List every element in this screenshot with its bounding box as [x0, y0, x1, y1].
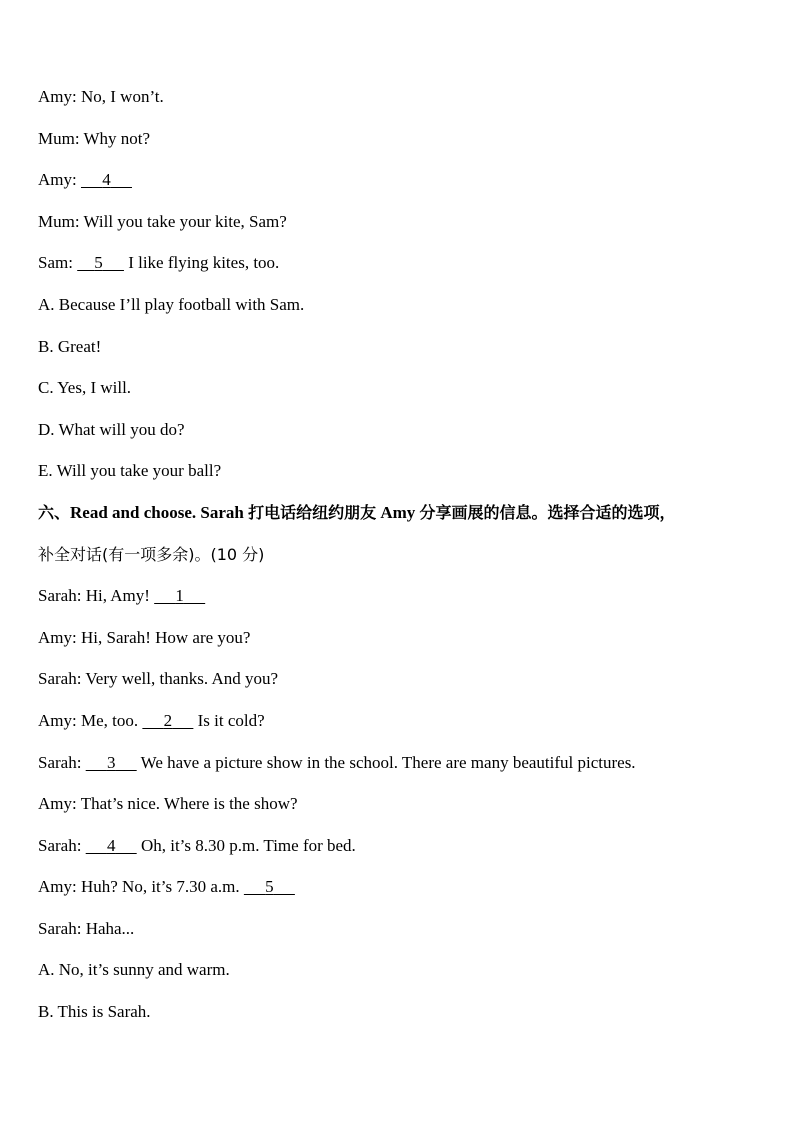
dialogue-line: [38, 86, 768, 128]
blank-number: 2: [163, 710, 173, 730]
dialogue-line: [38, 668, 768, 710]
blank-number: 5: [94, 253, 103, 273]
blank-number: 4: [102, 170, 111, 190]
answer-blank: [86, 752, 137, 774]
blank-number: 5: [265, 877, 274, 897]
blank-number: 3: [106, 752, 116, 772]
dialogue-text: Haha...: [85, 918, 135, 938]
speaker: Amy:: [38, 794, 77, 814]
answer-blank: [77, 252, 124, 274]
instruction-en: Amy: [380, 502, 416, 522]
answer-blank: [81, 169, 132, 191]
speaker: Amy:: [38, 877, 77, 897]
dialogue-line: [38, 627, 768, 669]
dialogue-text: Hi, Sarah! How are you?: [80, 627, 251, 647]
dialogue-text: Why not?: [83, 128, 151, 148]
option-item: B. This is Sarah.: [38, 1002, 151, 1022]
dialogue-text: No, I won’t.: [80, 87, 164, 106]
blank-number: 4: [106, 835, 116, 855]
option-item: A. No, it’s sunny and warm.: [38, 960, 230, 980]
speaker: Amy:: [38, 170, 77, 190]
instruction-cn: 补全对话(有一项多余)。(10 分): [38, 544, 265, 564]
speaker: Amy:: [38, 710, 77, 730]
dialogue-text: Huh? No, it’s 7.30 a.m.: [80, 877, 240, 897]
speaker: Amy:: [38, 87, 77, 106]
instruction-cn: 打电话给纽约朋友: [248, 502, 377, 522]
instruction-en: Read and choose. Sarah: [70, 502, 244, 522]
answer-blank: [142, 710, 193, 732]
dialogue-text: Is it cold?: [197, 710, 265, 730]
speaker: Sarah:: [38, 669, 82, 689]
dialogue-line: [38, 835, 768, 877]
blank-number: 1: [175, 586, 184, 606]
dialogue-text: I like flying kites, too.: [128, 253, 280, 273]
dialogue-line: [38, 169, 768, 211]
speaker: Sarah:: [38, 586, 82, 606]
dialogue-text: That’s nice. Where is the show?: [80, 794, 298, 814]
speaker: Amy:: [38, 627, 77, 647]
dialogue-text: Will you take your kite, Sam?: [83, 211, 287, 231]
dialogue-text: Me, too.: [80, 710, 139, 730]
dialogue-text: We have a picture show in the school. There are many beautiful pictures.: [140, 752, 636, 772]
speaker: Sarah:: [38, 752, 82, 772]
option-item: E. Will you take your ball?: [38, 461, 222, 481]
speaker: Mum:: [38, 128, 80, 148]
option-item: B. Great!: [38, 336, 102, 356]
instruction-cn: 分享画展的信息。选择合适的选项，: [419, 502, 676, 522]
speaker: Sarah:: [38, 835, 82, 855]
answer-blank: [244, 876, 295, 898]
worksheet-page: [38, 86, 768, 1043]
option-item: C. Yes, I will.: [38, 378, 132, 398]
dialogue-line: [38, 252, 768, 294]
speaker: Sam:: [38, 253, 73, 273]
section-heading: [38, 502, 768, 544]
dialogue-line: [38, 876, 768, 918]
option-item: A. Because I’ll play football with Sam.: [38, 294, 305, 314]
dialogue-line: [38, 211, 768, 253]
dialogue-line: [38, 128, 768, 170]
speaker: Sarah:: [38, 918, 82, 938]
section-number: 六、: [38, 502, 71, 522]
answer-blank: [86, 835, 137, 857]
answer-blank: [154, 585, 205, 607]
speaker: Mum:: [38, 211, 80, 231]
option-item: D. What will you do?: [38, 419, 185, 439]
section-heading-continued: [38, 544, 768, 586]
dialogue-line: [38, 752, 768, 794]
dialogue-text: Oh, it’s 8.30 p.m. Time for bed.: [140, 835, 356, 855]
dialogue-line: [38, 793, 768, 835]
dialogue-text: Very well, thanks. And you?: [85, 669, 279, 689]
dialogue-line: [38, 918, 768, 960]
dialogue-line: [38, 710, 768, 752]
dialogue-text: Hi, Amy!: [85, 586, 150, 606]
dialogue-line: [38, 585, 768, 627]
